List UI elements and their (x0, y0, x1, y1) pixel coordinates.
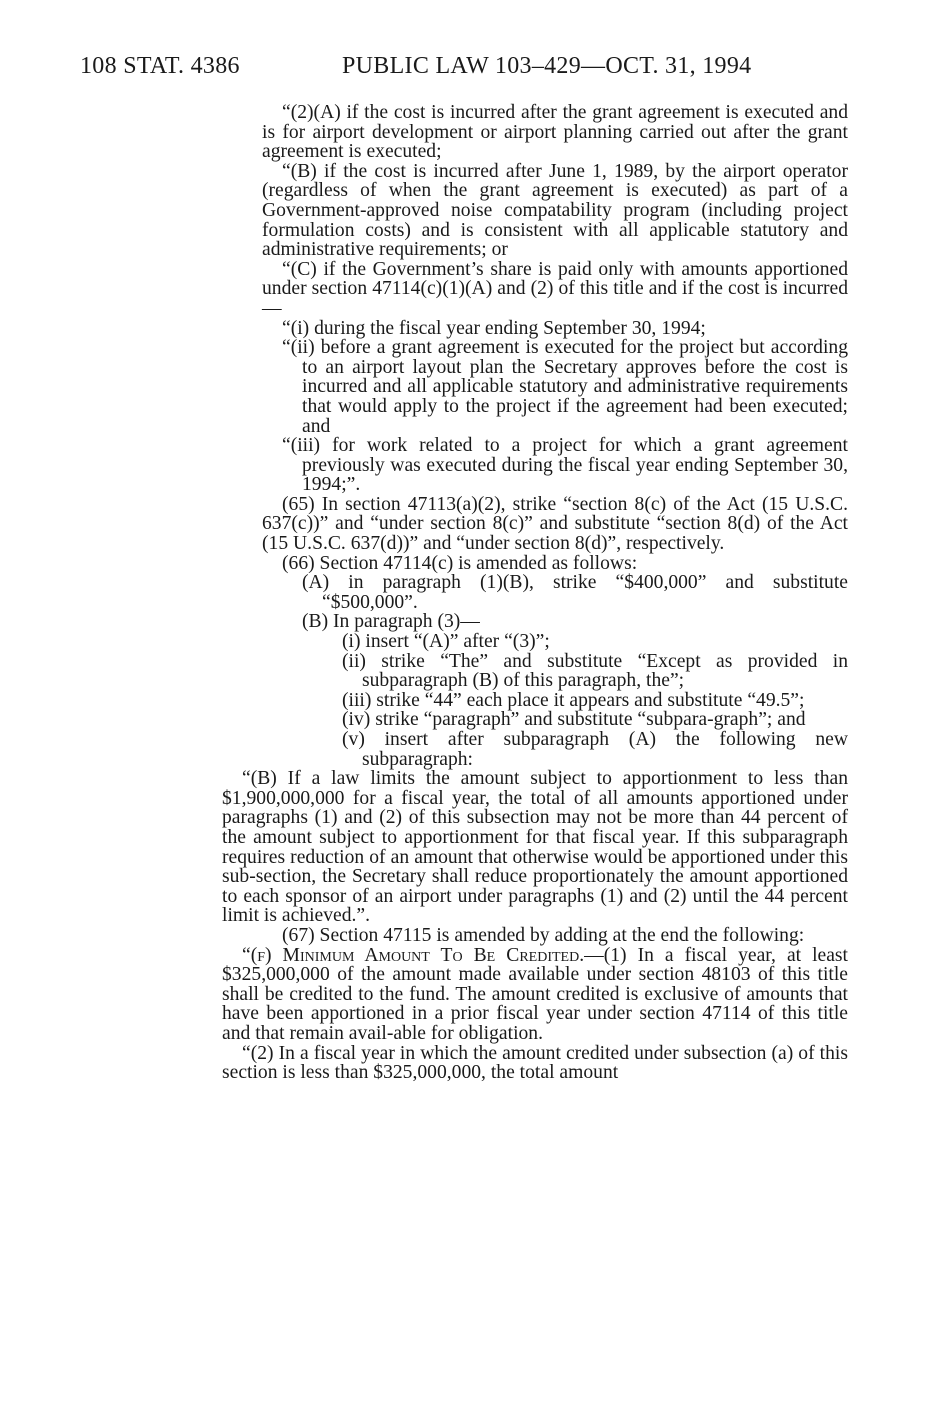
paragraph-b: “(B) if the cost is incurred after June 1, 1989, by the airport operator (regardless of when the grant agreement is executed) as part of a Government-approved noise compatability program (including project formulation costs) and is consistent with all applicable statutory and administrative requirements; or (262, 160, 848, 261)
document-body (222, 102, 849, 1084)
paragraph-c-iii: “(iii) for work related to a project for which a grant agreement previously was executed during the fiscal year ending September 30, 1994;”. (282, 435, 848, 496)
paragraph-2a: “(2)(A) if the cost is incurred after the grant agreement is executed and is for airport development or airport planning carried out after the grant agreement is executed; (262, 102, 848, 163)
subsection-f-heading: “(f) Minimum Amount To Be Credited. (242, 944, 585, 966)
public-law-heading: PUBLIC LAW 103–429—OCT. 31, 1994 (342, 53, 752, 79)
paragraph-66-b-iii: (iii) strike “44” each place it appears and substitute “49.5”; (342, 689, 805, 711)
paragraph-65: (65) In section 47113(a)(2), strike “section 8(c) of the Act (15 U.S.C. 637(c))” and “under section 8(c)” and substitute “section 8(d) of the Act (15 U.S.C. 637(d))” and “under section 8(d)”, respectively. (262, 493, 848, 555)
page-header (0, 48, 947, 84)
paragraph-66: (66) Section 47114(c) is amended as follows: (282, 552, 638, 574)
paragraph-c-i: “(i) during the fiscal year ending September 30, 1994; (282, 317, 706, 339)
paragraph-c: “(C) if the Government’s share is paid only with amounts apportioned under section 47114(c)(1)(A) and (2) of this title and if the cost is incurred— (262, 258, 848, 319)
subsection-f (222, 946, 848, 1044)
paragraph-67: (67) Section 47115 is amended by adding at the end the following: (282, 924, 805, 946)
paragraph-66-b-i: (i) insert “(A)” after “(3)”; (342, 631, 550, 653)
subsection-f-text: —(1) In a fiscal year, at least $325,000,000 of the amount made available under section 48103 of this title shall be credited to the fund. The amount credited is exclusive of amounts that have been apportioned in a prior fiscal year under section 47114 of this title and that remain avail-able for obligation. (222, 944, 849, 1044)
stat-citation: 108 STAT. 4386 (80, 53, 240, 79)
paragraph-66-b: (B) In paragraph (3)— (302, 611, 480, 633)
paragraph-66-b-v: (v) insert after subparagraph (A) the following new subparagraph: (342, 729, 848, 770)
quoted-subparagraph-b: “(B) If a law limits the amount subject to apportionment to less than $1,900,000,000 for a fiscal year, the total of all amounts apportioned under paragraphs (1) and (2) of this subsection may not be more than 44 percent of the amount subject to apportionment for that fiscal year. If this subparagraph requires reduction of an amount that otherwise would be apportioned under this sub-section, the Secretary shall reduce proportionately the amount apportioned to each sponsor of an airport under paragraphs (1) and (2) until the 44 percent limit is achieved.”. (222, 768, 848, 927)
paragraph-66-a: (A) in paragraph (1)(B), strike “$400,000” and substitute “$500,000”. (302, 572, 848, 613)
subsection-f-2: “(2) In a fiscal year in which the amount credited under subsection (a) of this section is less than $325,000,000, the total amount (222, 1042, 848, 1084)
paragraph-c-ii: “(ii) before a grant agreement is executed for the project but according to an airport layout plan the Secretary approves before the cost is incurred and all applicable statutory and administrative requirements that would apply to the project if the agreement had been executed; and (282, 337, 848, 437)
paragraph-66-b-ii: (ii) strike “The” and substitute “Except as provided in subparagraph (B) of this paragraph, the”; (342, 650, 848, 692)
paragraph-66-b-iv: (iv) strike “paragraph” and substitute “subpara-graph”; and (342, 709, 806, 731)
